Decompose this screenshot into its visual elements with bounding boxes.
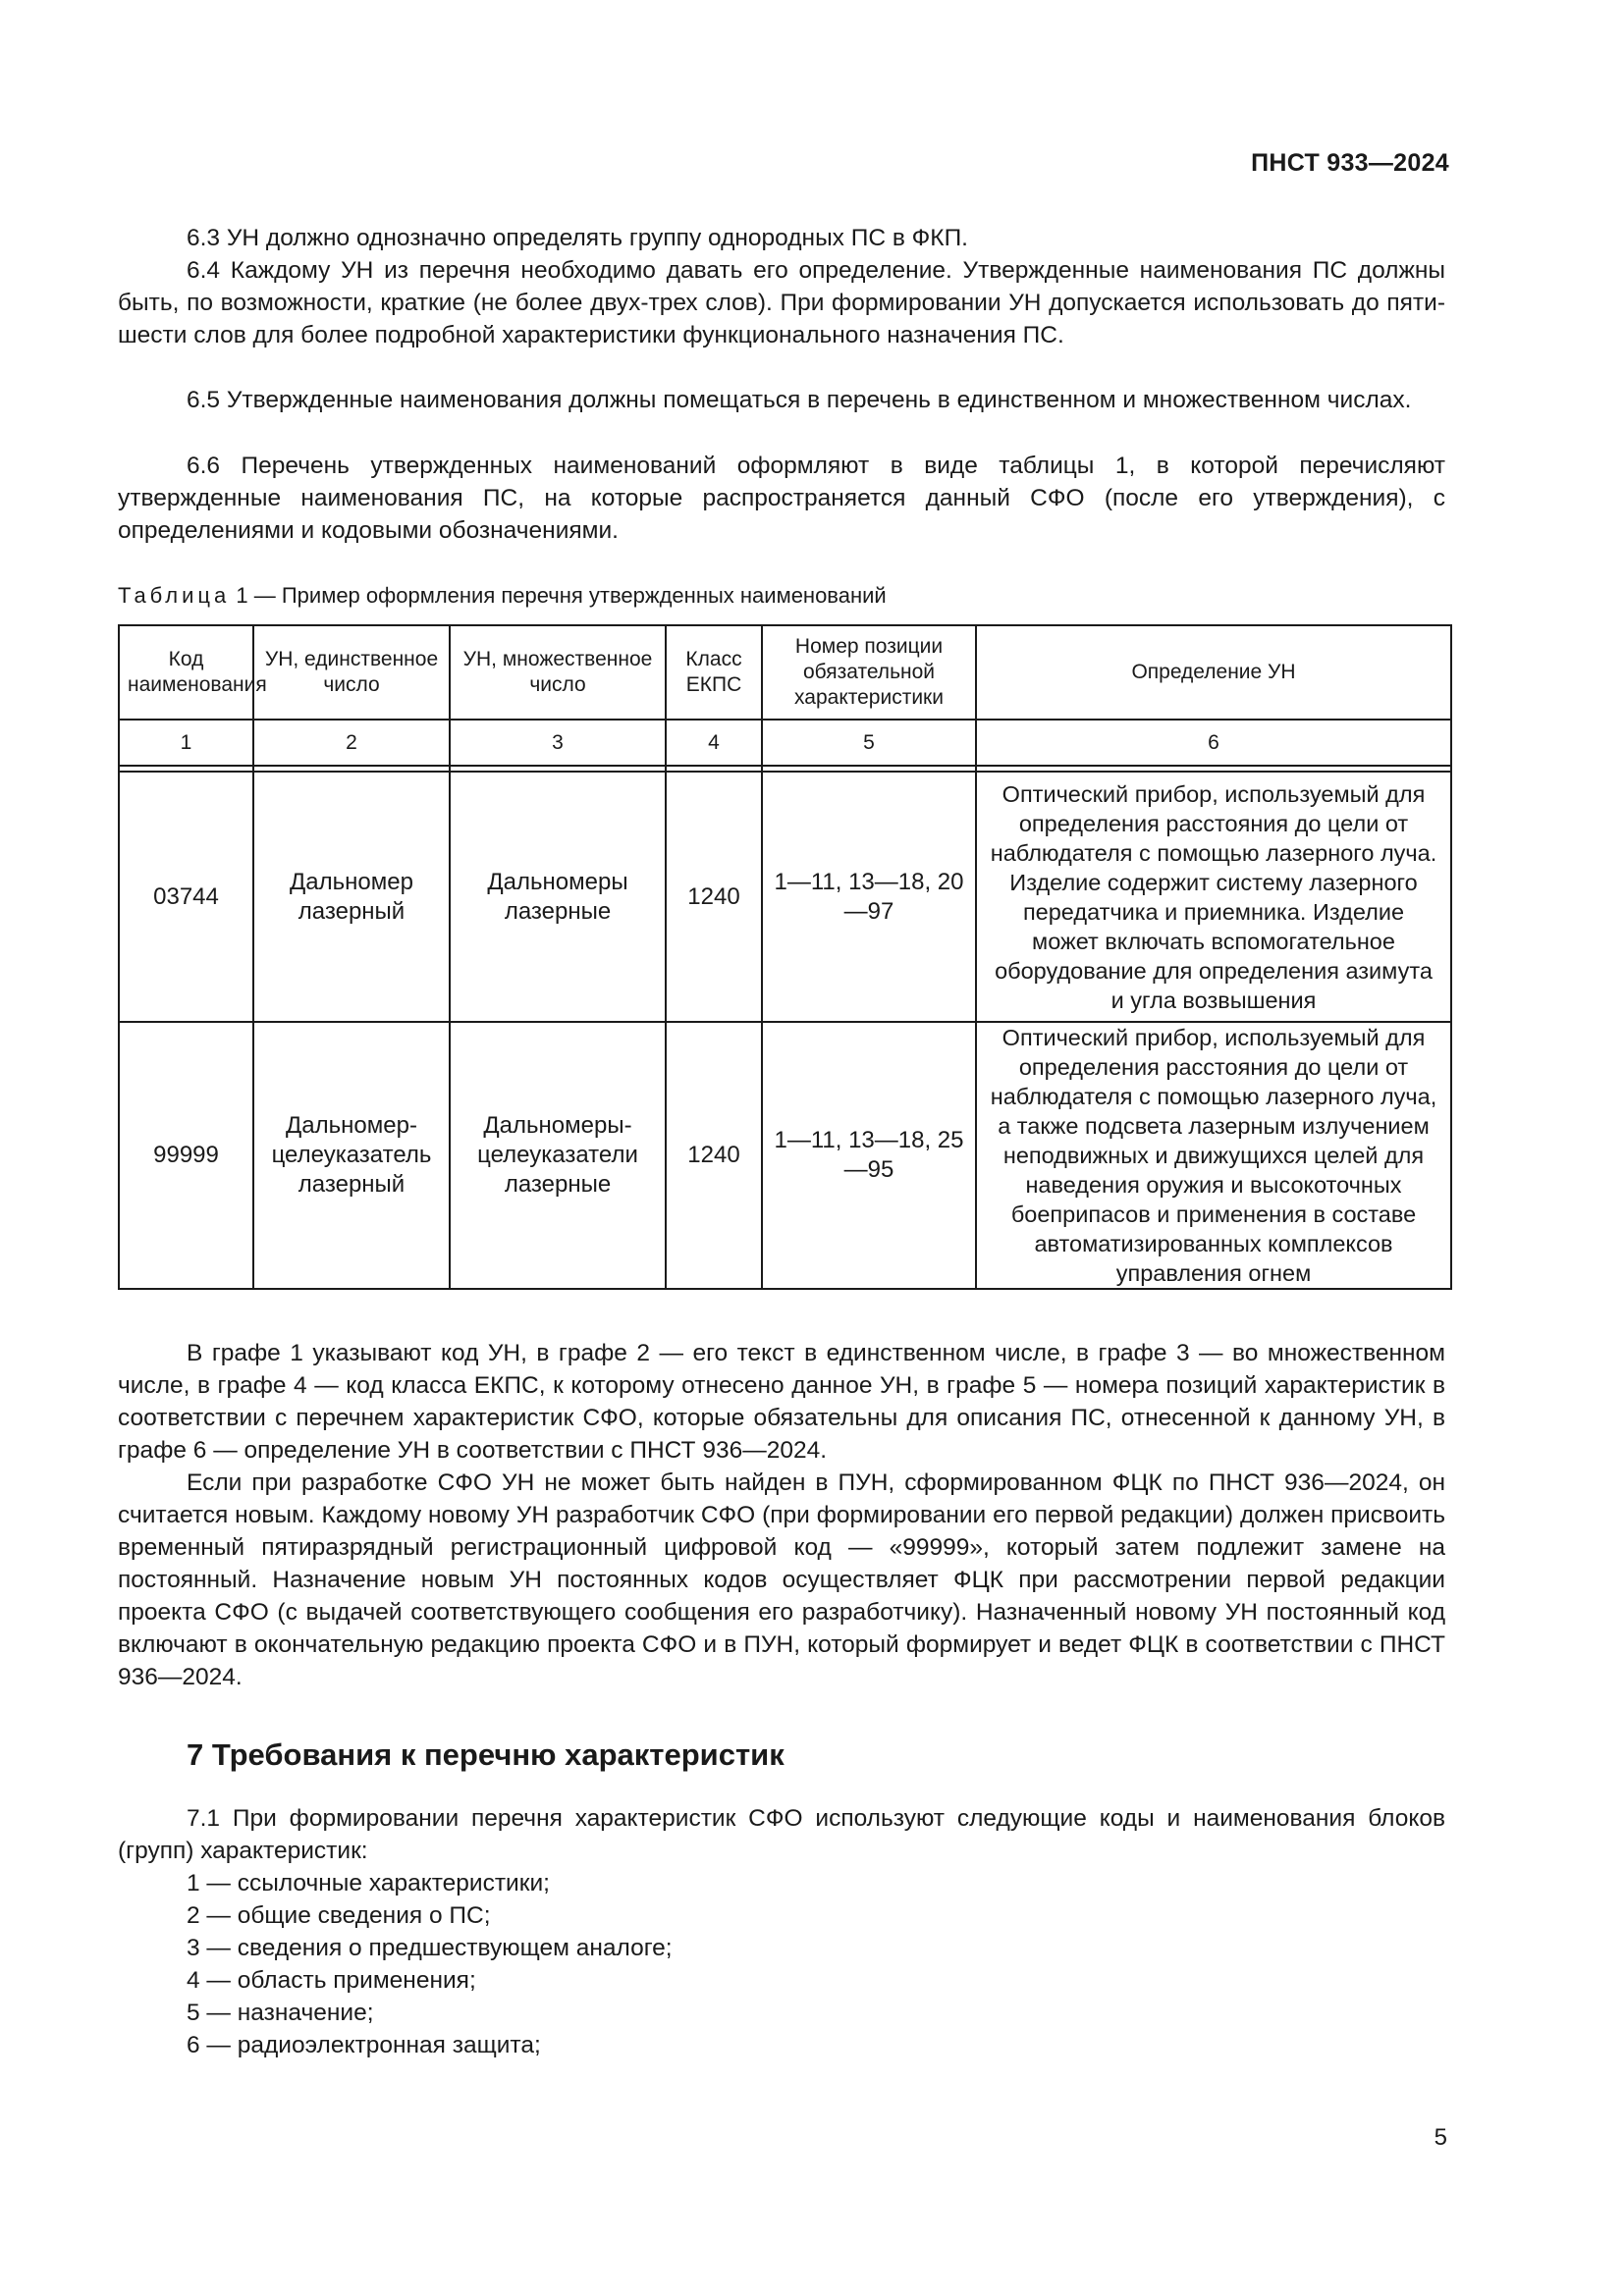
list-item: 5 — назначение; [187, 2000, 374, 2026]
paragraph-6-5: 6.5 Утвержденные наименования должны помещаться в перечень в единственном и множественном числах. [187, 387, 1412, 413]
cell-singular: Дальномер лазерный [253, 772, 450, 1022]
cell-positions: 1—11, 13—18, 20—97 [762, 772, 976, 1022]
cell-singular: Дальномер-целеуказатель лазерный [253, 1022, 450, 1289]
header-ekps: Класс ЕКПС [666, 625, 762, 720]
column-number: 5 [762, 720, 976, 766]
cell-code: 99999 [119, 1022, 253, 1289]
table-row [119, 772, 1451, 1022]
cell-positions: 1—11, 13—18, 25—95 [762, 1022, 976, 1289]
cell-plural: Дальномеры-целеуказатели лазерные [450, 1022, 666, 1289]
table-caption-label: Таблица [118, 583, 231, 608]
names-table [118, 624, 1452, 1290]
header-code: Код наименования [119, 625, 253, 720]
cell-ekps: 1240 [666, 772, 762, 1022]
header-positions: Номер позиции обязательной характеристики [762, 625, 976, 720]
paragraph-6-3: 6.3 УН должно однозначно определять группу однородных ПС в ФКП. [187, 225, 968, 251]
column-number: 3 [450, 720, 666, 766]
column-number: 1 [119, 720, 253, 766]
page-number: 5 [1434, 2124, 1447, 2151]
cell-code: 03744 [119, 772, 253, 1022]
cell-plural: Дальномеры лазерные [450, 772, 666, 1022]
document-id: ПНСТ 933—2024 [1251, 149, 1449, 177]
paragraph-new-names: Если при разработке СФО УН не может быть найден в ПУН, сформированном ФЦК по ПНСТ 936—2024, он считается новым. Каждому новому УН разработчик СФО (при формировании его первой редакции) должен присвоить временный пятиразрядный регистрационный цифровой код — «99999», который затем подлежит замене на постоянный. Назначение новым УН постоянных кодов осуществляет ФЦК при рассмотрении первой редакции проекта СФО (с выдачей соответствующего сообщения его разработчику). Назначенный новому УН постоянный код включают в окончательную редакцию проекта СФО и в ПУН, который формирует и ведет ФЦК в соответствии с ПНСТ 936—2024. [118, 1469, 1445, 1690]
column-number: 6 [976, 720, 1451, 766]
table-caption [118, 581, 887, 611]
table-row [119, 1022, 1451, 1289]
cell-definition: Оптический прибор, используемый для определения расстояния до цели от наблюдателя с помощью лазерного луча, а также подсвета лазерным излучением неподвижных и движущихся целей для наведения оружия и высокоточных боеприпасов и применения в составе автоматизированных комплексов управления огнем [976, 1022, 1451, 1289]
section-7-heading: 7 Требования к перечню характеристик [187, 1737, 785, 1772]
header-singular: УН, единственное число [253, 625, 450, 720]
list-item: 1 — ссылочные характеристики; [187, 1870, 550, 1896]
header-definition: Определение УН [976, 625, 1451, 720]
header-plural: УН, множественное число [450, 625, 666, 720]
list-item: 3 — сведения о предшествующем аналоге; [187, 1935, 673, 1961]
list-item: 4 — область применения; [187, 1967, 476, 1994]
cell-definition: Оптический прибор, используемый для определения расстояния до цели от наблюдателя с помощью лазерного луча. Изделие содержит систему лазерного передатчика и приемника. Изделие может включать вспомогательное оборудование для определения азимута и угла возвышения [976, 772, 1451, 1022]
list-item: 6 — радиоэлектронная защита; [187, 2032, 541, 2058]
column-number: 2 [253, 720, 450, 766]
table-caption-text: 1 — Пример оформления перечня утвержденных наименований [236, 583, 887, 608]
column-number-row [119, 720, 1451, 766]
paragraph-6-6: 6.6 Перечень утвержденных наименований оформляют в виде таблицы 1, в которой перечисляют утвержденные наименования ПС, на которые распространяется данный СФО (после его утверждения), с определениями и кодовыми обозначениями. [118, 453, 1445, 544]
paragraph-7-1: 7.1 При формировании перечня характеристик СФО используют следующие коды и наименования блоков (групп) характеристик: [118, 1805, 1445, 1864]
column-number: 4 [666, 720, 762, 766]
cell-ekps: 1240 [666, 1022, 762, 1289]
table-header-row [119, 625, 1451, 720]
paragraph-table-notes: В графе 1 указывают код УН, в графе 2 — его текст в единственном числе, в графе 3 — во множественном числе, в графе 4 — код класса ЕКПС, к которому отнесено данное УН, в графе 5 — номера позиций характеристик в соответствии с перечнем характеристик СФО, которые обязательны для описания ПС, отнесенной к данному УН, в графе 6 — определение УН в соответствии с ПНСТ 936—2024. [118, 1340, 1445, 1464]
paragraph-6-4: 6.4 Каждому УН из перечня необходимо давать его определение. Утвержденные наименования ПС должны быть, по возможности, краткие (не более двух-трех слов). При формировании УН допускается использовать до пяти-шести слов для более подробной характеристики функционального назначения ПС. [118, 257, 1445, 348]
list-item: 2 — общие сведения о ПС; [187, 1902, 491, 1929]
